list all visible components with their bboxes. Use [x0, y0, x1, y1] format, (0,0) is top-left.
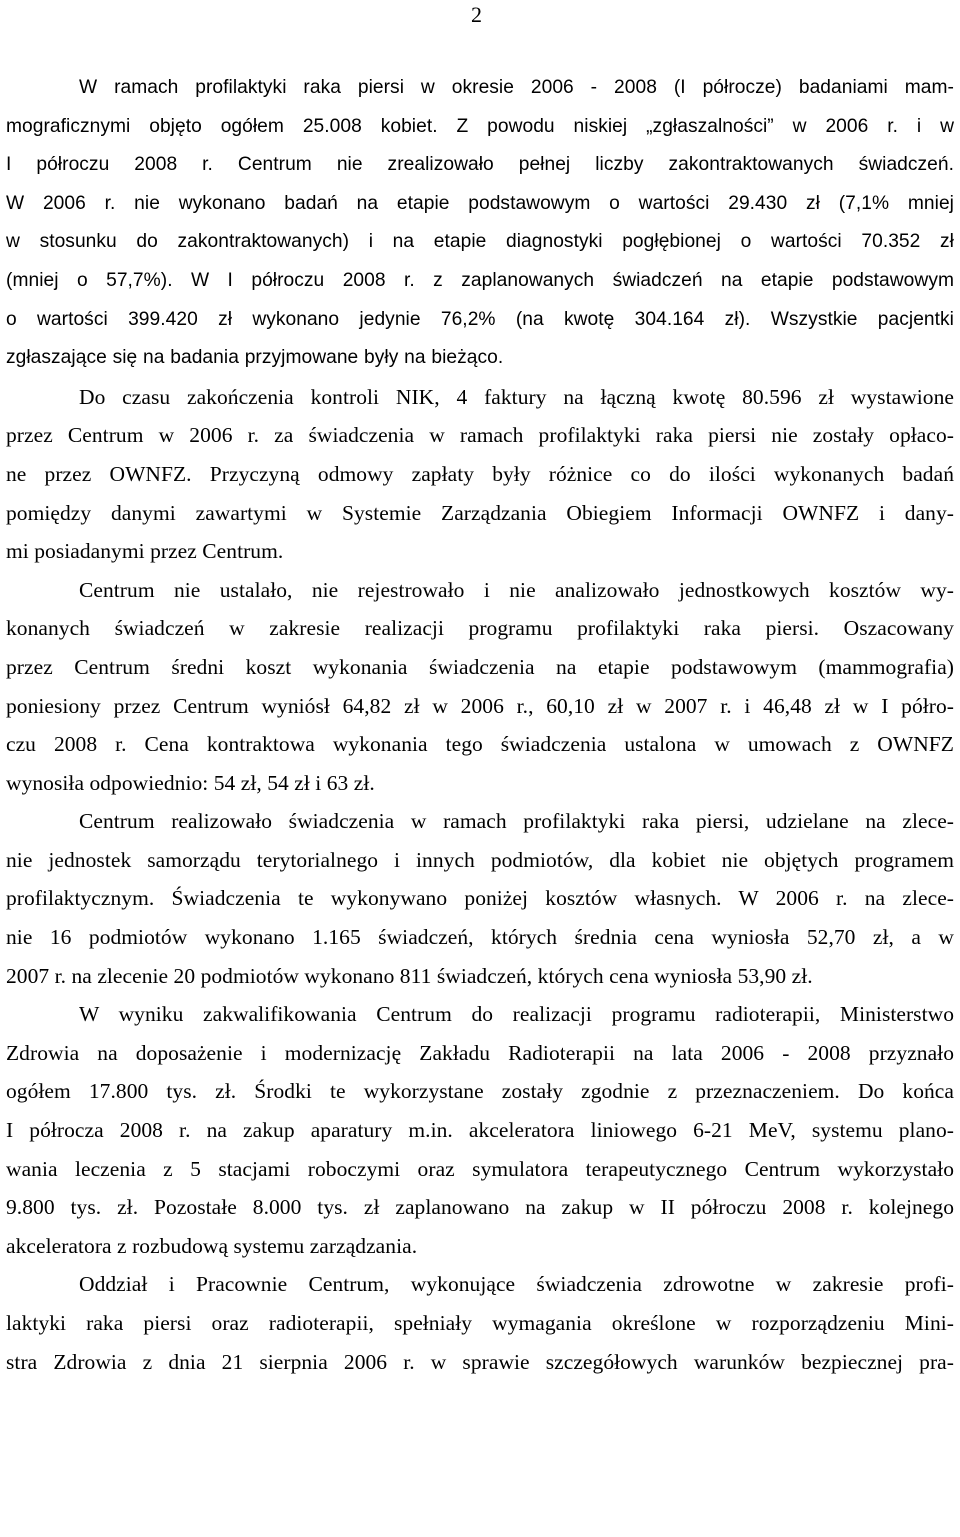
text-line: laktyki raka piersi oraz radioterapii, spełniały wymagania określone w rozporządzeniu Mini-: [6, 1311, 954, 1335]
text-line: wynosiła odpowiednio: 54 zł, 54 zł i 63 zł.: [6, 770, 375, 795]
text-line: W wyniku zakwalifikowania Centrum do realizacji programu radioterapii, Ministerstwo: [79, 1002, 954, 1027]
text-line: przez Centrum w 2006 r. za świadczenia w ramach profilaktyki raka piersi nie zostały opłaco-: [6, 423, 954, 448]
paragraph-6: [6, 1265, 954, 1381]
text-line: Oddział i Pracownie Centrum, wykonujące świadczenia zdrowotne w zakresie profi-: [79, 1272, 954, 1297]
text-line: nie 16 podmiotów wykonano 1.165 świadczeń, których średnia cena wyniosła 52,70 zł, a w: [6, 925, 954, 950]
text-line: profilaktycznym. Świadczenia te wykonywano poniżej kosztów własnych. W 2006 r. na zlece-: [6, 886, 954, 911]
paragraph-5: [6, 995, 954, 1265]
text-line: Centrum realizowało świadczenia w ramach profilaktyki raka piersi, udzielane na zlece-: [79, 809, 954, 834]
text-line: nie jednostek samorządu terytorialnego i innych podmiotów, dla kobiet nie objętych programem: [6, 847, 954, 872]
text-line: I półrocza 2008 r. na zakup aparatury m.in. akceleratora liniowego 6-21 MeV, systemu plano-: [6, 1118, 954, 1143]
text-line: czu 2008 r. Cena kontraktowa wykonania tego świadczenia ustalona w umowach z OWNFZ: [6, 732, 954, 757]
text-line: w stosunku do zakontraktowanych) i na etapie diagnostyki pogłębionej o wartości 70.352 zł: [6, 231, 954, 253]
text-line: konanych świadczeń w zakresie realizacji programu profilaktyki raka piersi. Oszacowany: [6, 616, 954, 641]
text-line: I półroczu 2008 r. Centrum nie zrealizowało pełnej liczby zakontraktowanych świadczeń.: [6, 154, 954, 176]
text-line: akceleratora z rozbudową systemu zarządzania.: [6, 1233, 418, 1258]
text-line: 9.800 tys. zł. Pozostałe 8.000 tys. zł zaplanowano na zakup w II półroczu 2008 r. kolejnego: [6, 1195, 954, 1220]
text-line: Do czasu zakończenia kontroli NIK, 4 faktury na łączną kwotę 80.596 zł wystawione: [79, 384, 954, 409]
text-line: W 2006 r. nie wykonano badań na etapie podstawowym o wartości 29.430 zł (7,1% mniej: [6, 192, 954, 214]
paragraph-3: [6, 571, 954, 803]
text-line: ogółem 17.800 tys. zł. Środki te wykorzystane zostały zgodnie z przeznaczeniem. Do końca: [6, 1079, 954, 1104]
text-line: (mniej o 57,7%). W I półroczu 2008 r. z zaplanowanych świadczeń na etapie podstawowym: [6, 269, 954, 291]
text-line: ne przez OWNFZ. Przyczyną odmowy zapłaty były różnice co do ilości wykonanych badań: [6, 461, 954, 486]
text-line: stra Zdrowia z dnia 21 sierpnia 2006 r. w sprawie szczegółowych warunków bezpiecznej pra-: [6, 1349, 954, 1374]
page-number: 2: [471, 2, 482, 27]
text-line: Centrum nie ustalało, nie rejestrowało i nie analizowało jednostkowych kosztów wy-: [79, 577, 954, 602]
text-line: pomiędzy danymi zawartymi w Systemie Zarządzania Obiegiem Informacji OWNFZ i dany-: [6, 500, 954, 525]
paragraph-2: [6, 378, 954, 571]
text-line: W ramach profilaktyki raka piersi w okresie 2006 - 2008 (I półrocze) badaniami mam-: [79, 77, 954, 98]
text-line: zgłaszające się na badania przyjmowane były na bieżąco.: [6, 347, 504, 369]
text-line: 2007 r. na zlecenie 20 podmiotów wykonano 811 świadczeń, których cena wyniosła 53,90 zł.: [6, 963, 813, 988]
text-line: Zdrowia na doposażenie i modernizację Zakładu Radioterapii na lata 2006 - 2008 przyznało: [6, 1040, 954, 1065]
text-line: przez Centrum średni koszt wykonania świadczenia na etapie podstawowym (mammografia): [6, 654, 954, 679]
text-line: mi posiadanymi przez Centrum.: [6, 539, 284, 564]
text-line: o wartości 399.420 zł wykonano jedynie 76,2% (na kwotę 304.164 zł). Wszystkie pacjentki: [6, 308, 954, 330]
paragraph-4: [6, 802, 954, 995]
text-line: wania leczenia z 5 stacjami roboczymi oraz symulatora terapeutycznego Centrum wykorzystało: [6, 1156, 954, 1181]
document-body: [6, 69, 954, 1381]
paragraph-1: [6, 69, 954, 378]
text-line: poniesiony przez Centrum wyniósł 64,82 zł w 2006 r., 60,10 zł w 2007 r. i 46,48 zł w I półro-: [6, 693, 954, 718]
text-line: mograficznymi objęto ogółem 25.008 kobiet. Z powodu niskiej „zgłaszalności” w 2006 r. i w: [6, 115, 954, 137]
